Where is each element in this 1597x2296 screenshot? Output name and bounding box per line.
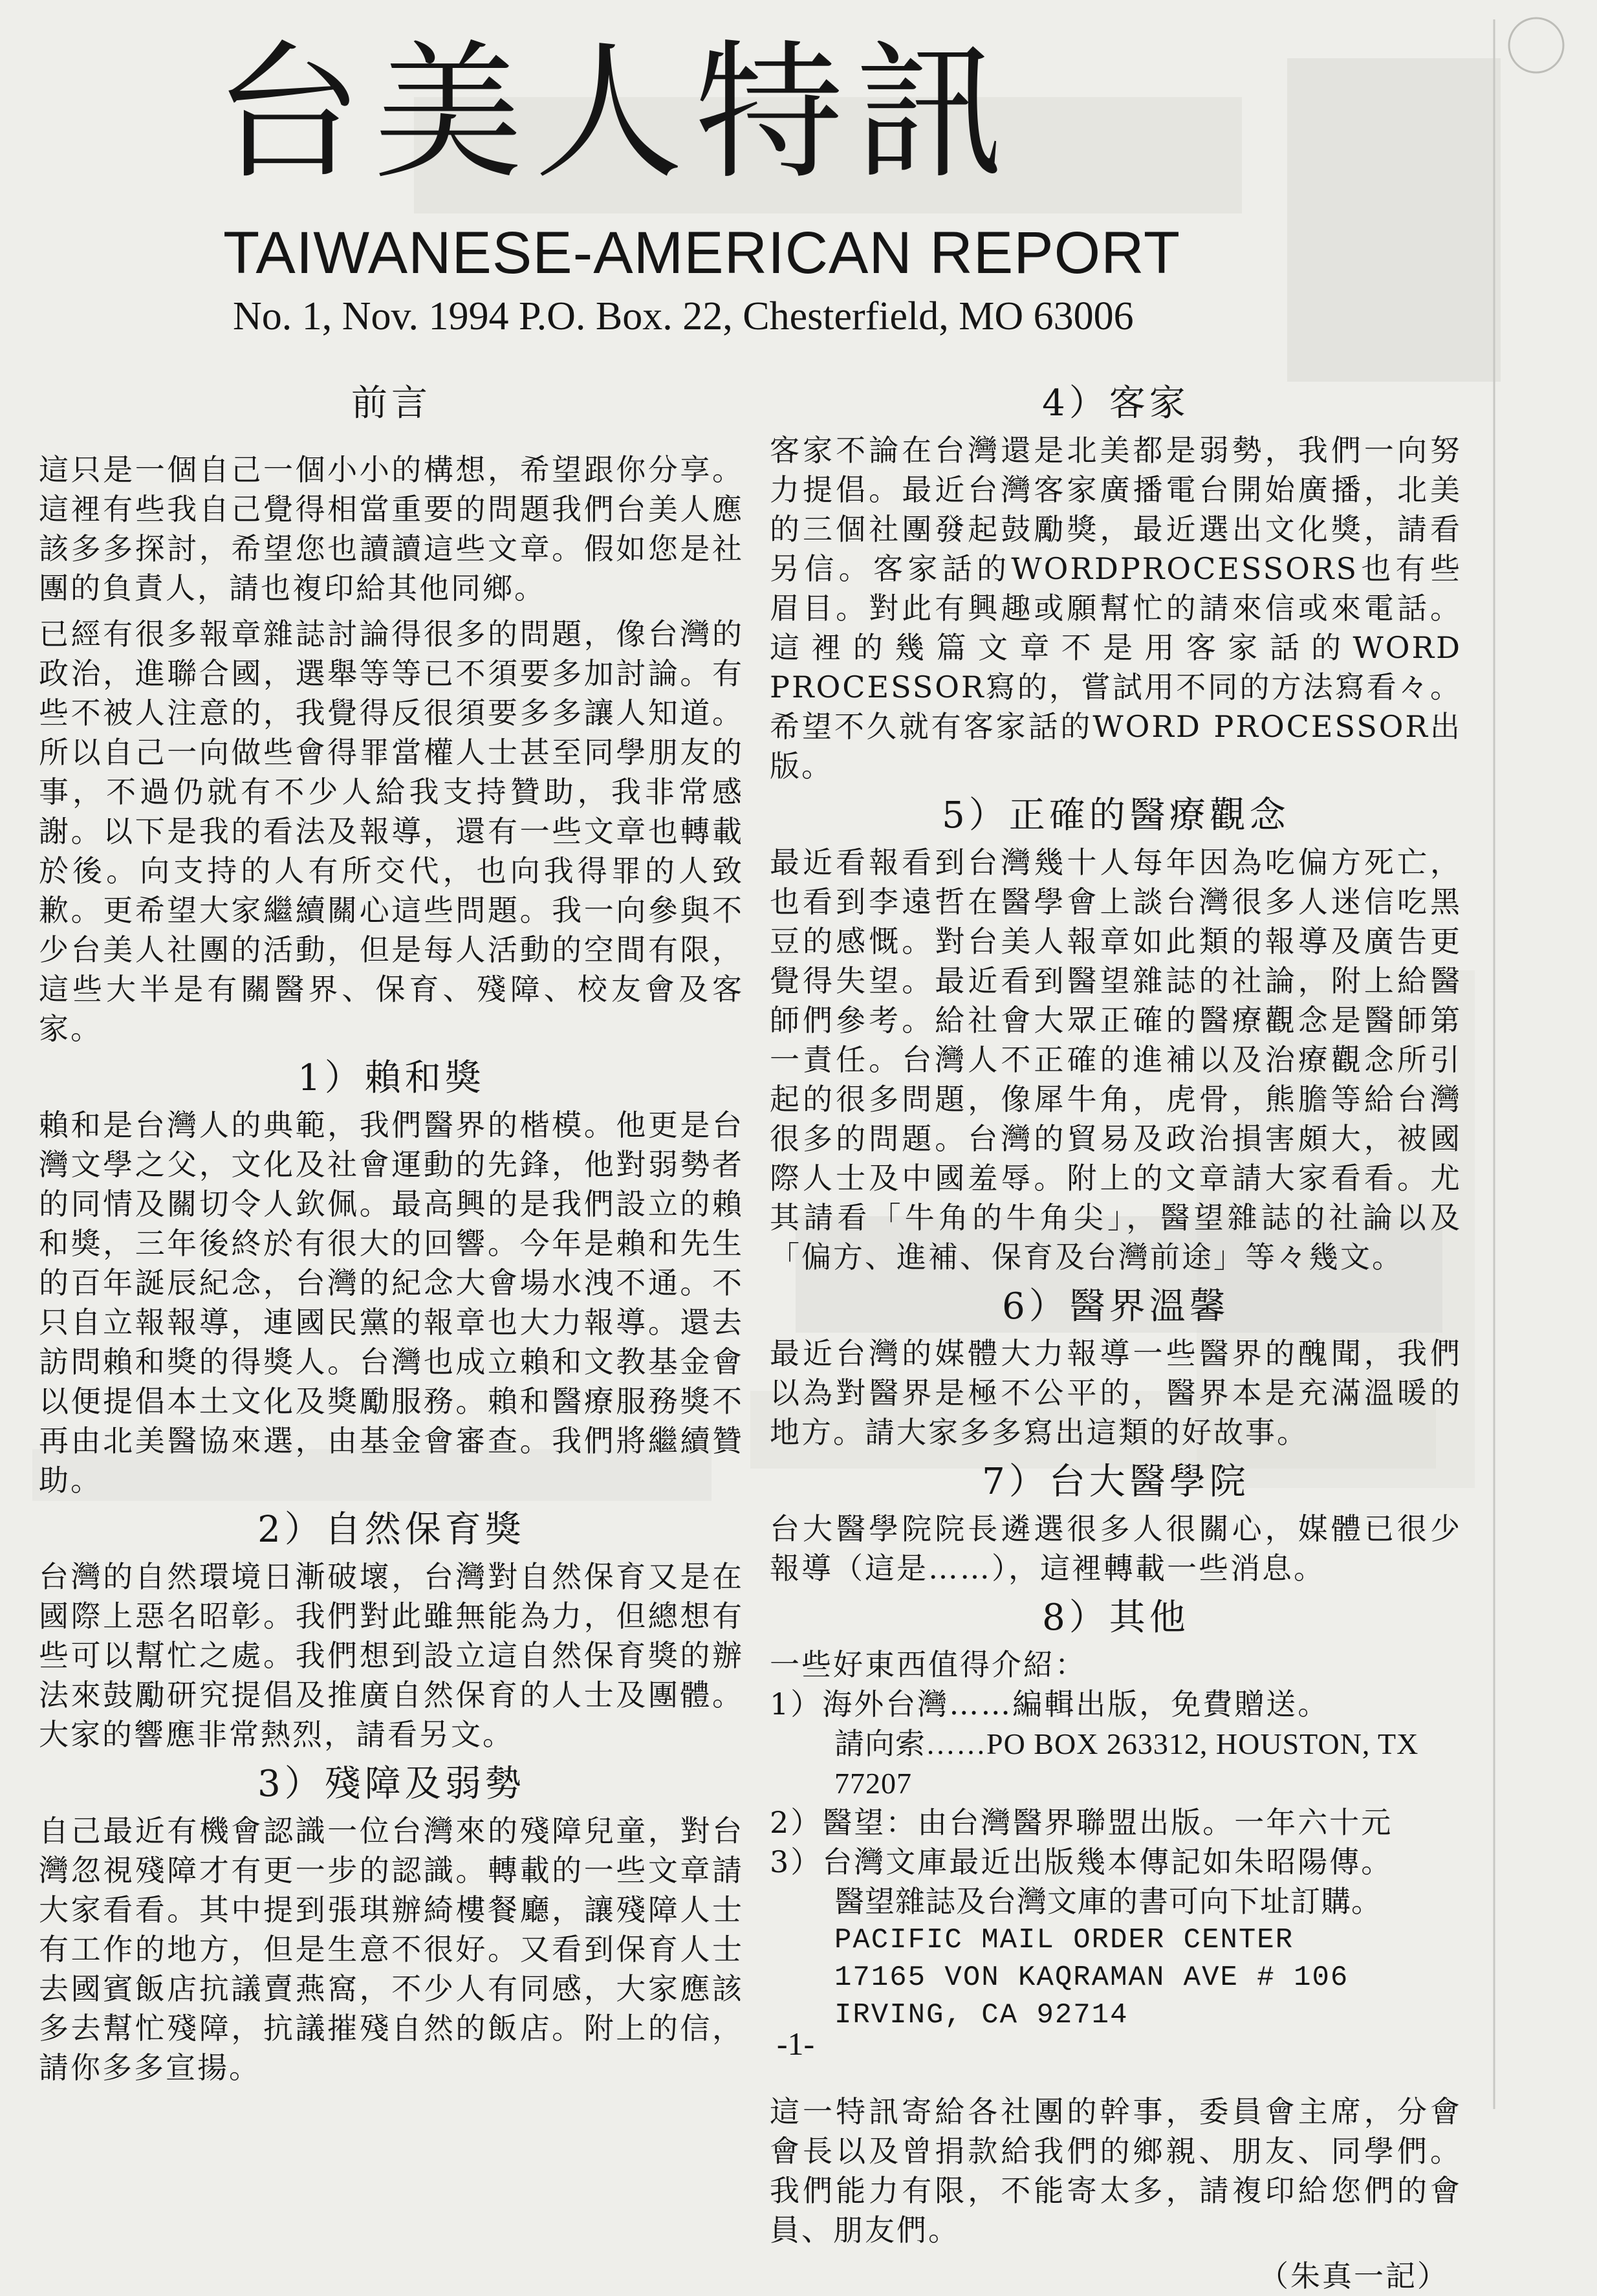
masthead-chinese-title: 台美人特訊 <box>213 27 1016 200</box>
other-item-contact: 請向索……PO BOX 263312, HOUSTON, TX 77207 <box>834 1727 1419 1800</box>
section-heading-nature-award: 2）自然保育獎 <box>257 1509 525 1551</box>
right-column <box>770 375 1462 2296</box>
other-item-sub: 醫望雜誌及台灣文庫的書可向下址訂購。 <box>834 1885 1382 1918</box>
preface-paragraph: 已經有很多報章雜誌討論得很多的問題，像台灣的政治，進聯合國，選舉等等已不須要多加討論。有些不被人注意的，我覺得反很須要多多讓人知道。所以自己一向做些會得罪當權人士甚至同學朋友的事，不過仍就有不少人給我支持贊助，我非常感謝。以下是我的看法及報導，還有一些文章也轉載於後。向支持的人有所交代，也向我得罪的人致歉。更希望大家繼續關心這些問題。我一向參與不少台美人社團的活動，但是每人活動的空間有限，這些大半是有關醫界、保育、殘障、校友會及客家。 <box>39 617 744 1046</box>
section-text-medical-warmth: 最近台灣的媒體大力報導一些醫界的醜聞，我們以為對醫界是極不公平的，醫界本是充滿溫暖的地方。請大家多多寫出這類的好故事。 <box>770 1336 1462 1450</box>
bleed-circle <box>1509 18 1563 72</box>
section-text-nature-award: 台灣的自然環境日漸破壞，台灣對自然保育又是在國際上惡名昭彰。我們對此雖無能為力，但總想有些可以幫忙之處。我們想到設立這自然保育獎的辦法來鼓勵研究提倡及推廣自然保育的人士及團體。大家的響應非常熱烈，請看另文。 <box>39 1559 744 1752</box>
section-heading-other: 8）其他 <box>1042 1597 1190 1639</box>
issue-line: No. 1, Nov. 1994 P.O. Box. 22, Chesterfield, MO 63006 <box>233 294 1134 338</box>
left-column <box>39 375 744 2094</box>
masthead-english-title: TAIWANESE-AMERICAN REPORT <box>223 220 1181 286</box>
order-address-line: PACIFIC MAIL ORDER CENTER <box>834 1924 1294 1956</box>
preface-paragraph: 這只是一個自己一個小小的構想，希望跟你分享。這裡有些我自己覺得相當重要的問題我們台美人應該多多探討，希望您也讀讀這些文章。假如您是社團的負責人，請也複印給其他同鄉。 <box>39 452 744 606</box>
other-item: 1）海外台灣……編輯出版，免費贈送。 <box>770 1687 1330 1722</box>
section-text-disability: 自己最近有機會認識一位台灣來的殘障兒童，對台灣忽視殘障才有更一步的認識。轉載的一些文章請大家看看。其中提到張琪辦綺樓餐廳，讓殘障人士有工作的地方，但是生意不很好。又看到保育人士去國賓飯店抗議賣燕窩，不少人有同感，大家應該多去幫忙殘障，抗議摧殘自然的飯店。附上的信，請你多多宣揚。 <box>39 1813 744 2085</box>
section-text-ntu-medical: 台大醫學院院長遴選很多人很關心，媒體已很少報導（這是……），這裡轉載一些消息。 <box>770 1511 1462 1586</box>
page-number: -1- <box>776 2026 815 2062</box>
section-text-medical-concepts: 最近看報看到台灣幾十人每年因為吃偏方死亡，也看到李遠哲在醫學會上談台灣很多人迷信吃黑豆的感慨。對台美人報章如此類的報導及廣告更覺得失望。最近看到醫望雜誌的社論，附上給醫師們參考。給社會大眾正確的醫療觀念是醫師第一責任。台灣人不正確的進補以及治療觀念所引起的很多問題，像犀牛角，虎骨，熊膽等給台灣很多的問題。台灣的貿易及政治損害頗大，被國際人士及中國羞辱。附上的文章請大家看看。尤其請看「牛角的牛角尖」，醫望雜誌的社論以及「偏方、進補、保育及台灣前途」等々幾文。 <box>770 845 1462 1274</box>
other-item: 2）醫望：由台灣醫界聯盟出版。一年六十元 <box>770 1805 1393 1840</box>
section-text-lai-he-award: 賴和是台灣人的典範，我們醫界的楷模。他更是台灣文學之父，文化及社會運動的先鋒，他對弱勢者的同情及關切令人欽佩。最高興的是我們設立的賴和獎，三年後終於有很大的回響。今年是賴和先生的百年誕辰紀念，台灣的紀念大會場水洩不通。不只自立報報導，連國民黨的報章也大力報導。還去訪問賴和獎的得獎人。台灣也成立賴和文教基金會以便提倡本土文化及獎勵服務。賴和醫療服務獎不再由北美醫協來選，由基金會審查。我們將繼續贊助。 <box>39 1108 744 1498</box>
section-heading-disability: 3）殘障及弱勢 <box>257 1763 525 1805</box>
other-item: 3）台灣文庫最近出版幾本傳記如朱昭陽傳。 <box>770 1844 1393 1879</box>
section-heading-medical-warmth: 6）醫界溫馨 <box>1002 1285 1230 1328</box>
closing-text: 這一特訊寄給各社團的幹事，委員會主席，分會會長以及曾捐款給我們的鄉親、朋友、同學們。我們能力有限，不能寄太多，請複印給您們的會員、朋友們。 <box>770 2094 1462 2247</box>
section-heading-ntu-medical: 7）台大醫學院 <box>982 1461 1250 1503</box>
order-address-line: 17165 VON KAQRAMAN AVE # 106 <box>834 1962 1349 1994</box>
section-text-hakka: 客家不論在台灣還是北美都是弱勢，我們一向努力提倡。最近台灣客家廣播電台開始廣播，北美的三個社團發起鼓勵獎，最近選出文化獎，請看另信。客家話的WORDPROCESSORS也有些眉目。對此有興趣或願幫忙的請來信或來電話。這裡的幾篇文章不是用客家話的WORD PROCESSOR寫的，嘗試用不同的方法寫看々。希望不久就有客家話的WORD PROCESSOR出版。 <box>770 433 1462 783</box>
bleed-block <box>1287 58 1501 382</box>
section-heading-medical-concepts: 5）正確的醫療觀念 <box>942 794 1290 836</box>
section-heading-lai-he-award: 1）賴和獎 <box>298 1057 485 1099</box>
other-intro: 一些好東西值得介紹： <box>770 1647 1087 1682</box>
preface-heading: 前言 <box>351 382 431 424</box>
section-heading-hakka: 4）客家 <box>1042 382 1190 424</box>
order-address-line: IRVING, CA 92714 <box>834 1999 1129 2031</box>
signoff: （朱真一記） <box>1259 2258 1449 2293</box>
